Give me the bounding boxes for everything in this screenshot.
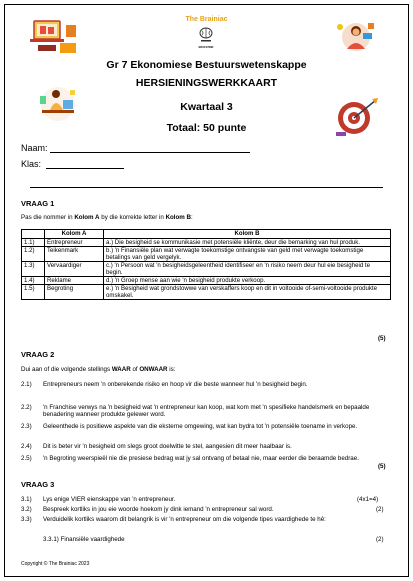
term-title: Kwartaal 3	[180, 101, 233, 113]
q1-heading: VRAAG 1	[21, 199, 55, 208]
item-text: Geleenthede is positiewe aspekte van die eksterne omgewing, wat kan bydra tot 'n potensiële toename in verkope.	[43, 423, 358, 430]
item-text: Bespreek kortliks in jou eie woorde hoekom jy dink iemand 'n entrepreneur sal word.	[43, 506, 274, 513]
q1-marks: (5)	[378, 335, 386, 342]
q2-marks: (5)	[378, 463, 386, 470]
table-header-col-b: Kolom B	[104, 230, 391, 239]
businessperson-icon	[332, 19, 380, 55]
row-col-b: d.) 'n Groep mense aan wie 'n besigheid produkte verkoop.	[104, 277, 391, 285]
item-text: Lys enige VIER eienskappe van 'n entrepreneur.	[43, 496, 176, 503]
name-label: Naam:	[21, 143, 48, 153]
q3-sub-marks: (2)	[376, 536, 384, 543]
brand-name: The Brainiac	[185, 16, 228, 23]
q1-instruction: Pas die nommer in Kolom A by die korrekte letter in Kolom B:	[21, 214, 193, 221]
row-col-b: e.) 'n Besigheid wat grondstowwe van verskaffers koop en dit in volt​ooide of-semi-voltooide produkte omskakel.	[104, 285, 391, 300]
table-header-col-a: Kolom A	[45, 230, 104, 239]
item-text: 'n Franchise verwys na 'n besigheid wat 'n entrepreneur kan koop, wat kom met 'n spesifieke handelsmerk en bepaalde benadering wanneer produkte gelewer word.	[43, 404, 370, 419]
item-num: 2.2)	[21, 404, 32, 411]
class-label: Klas:	[21, 159, 42, 169]
q2-heading: VRAAG 2	[21, 350, 55, 359]
table-header-row	[22, 230, 391, 239]
row-num: 1.4)	[22, 277, 45, 285]
logo-caption: EDUCATION	[198, 46, 214, 49]
q3-item-marks: (4x1=4)	[357, 496, 379, 503]
sheet-title: HERSIENINGSWERKKAART	[135, 77, 278, 89]
name-field[interactable]	[50, 152, 250, 153]
item-text: Verduidelik kortliks waarom dit belangrik is vir 'n entrepreneur om die volgende tipes vaardighede te hê:	[43, 516, 326, 523]
subitem-num: 3.3.1)	[43, 536, 59, 543]
table-row	[22, 239, 391, 247]
item-num: 2.4)	[21, 443, 32, 450]
row-col-a: Begroting	[45, 285, 104, 300]
copyright-footer: Copyright © The Brainiac 2023	[21, 561, 90, 567]
table-row	[22, 277, 391, 285]
item-text: Dit is beter vir 'n besigheid om slegs groot doelwitte te stel, aangesien dit meer haalbaar is.	[43, 443, 292, 450]
item-num: 3.1)	[21, 496, 32, 503]
row-col-a: Teikenmark	[45, 247, 104, 262]
row-num: 1.3)	[22, 262, 45, 277]
row-col-b: a.) Die besigheid se kommunikasie met potensiële kliënte, deur die bemarking van hul produk.	[104, 239, 391, 247]
brain-logo-icon	[198, 26, 214, 46]
q2-instruction: Dui aan of die volgende stellings WAAR of ONWAAR is:	[21, 366, 176, 373]
item-text: Entrepreneurs neem 'n onberekende risiko en hoop vir die beste wanneer hul 'n besigheid begin.	[43, 381, 308, 388]
q3-item-marks: (2)	[376, 506, 384, 513]
item-num: 2.5)	[21, 455, 32, 462]
row-num: 1.1)	[22, 239, 45, 247]
row-col-b: b.) 'n Finansiële plan wat verwagte toekomstige ontvangste van geld met verwagte toekomstige betalings van geld vergelyk.	[104, 247, 391, 262]
matching-table	[21, 229, 391, 300]
item-num: 3.3)	[21, 516, 32, 523]
table-row	[22, 262, 391, 277]
item-num: 2.3)	[21, 423, 32, 430]
table-row	[22, 285, 391, 300]
laptop-shop-icon	[30, 19, 78, 55]
row-col-a: Reklame	[45, 277, 104, 285]
row-col-a: Vervaardiger	[45, 262, 104, 277]
row-num: 1.2)	[22, 247, 45, 262]
divider-line	[30, 187, 383, 188]
table-row	[22, 247, 391, 262]
total-title: Totaal: 50 punte	[166, 122, 247, 134]
item-num: 3.2)	[21, 506, 32, 513]
row-num: 1.5)	[22, 285, 45, 300]
class-field[interactable]	[46, 168, 124, 169]
subitem-text: Finansiële vaardighede	[60, 536, 125, 543]
item-num: 2.1)	[21, 381, 32, 388]
row-col-a: Entrepreneur	[45, 239, 104, 247]
item-text: 'n Begroting weerspieël nie die presiese bedrag wat jy sal ontvang of betaal nie, maar eerder die beraamde bedrae.	[43, 455, 359, 462]
q3-subitem	[43, 536, 125, 543]
row-col-b: c.) 'n Persoon wat 'n besigheidsgeleentheid identifiseer en 'n risiko neem deur hul eie besigheid te begin.	[104, 262, 391, 277]
table-header-num	[22, 230, 45, 239]
q3-heading: VRAAG 3	[21, 480, 55, 489]
subject-title: Gr 7 Ekonomiese Bestuurswetenskappe	[106, 59, 307, 71]
